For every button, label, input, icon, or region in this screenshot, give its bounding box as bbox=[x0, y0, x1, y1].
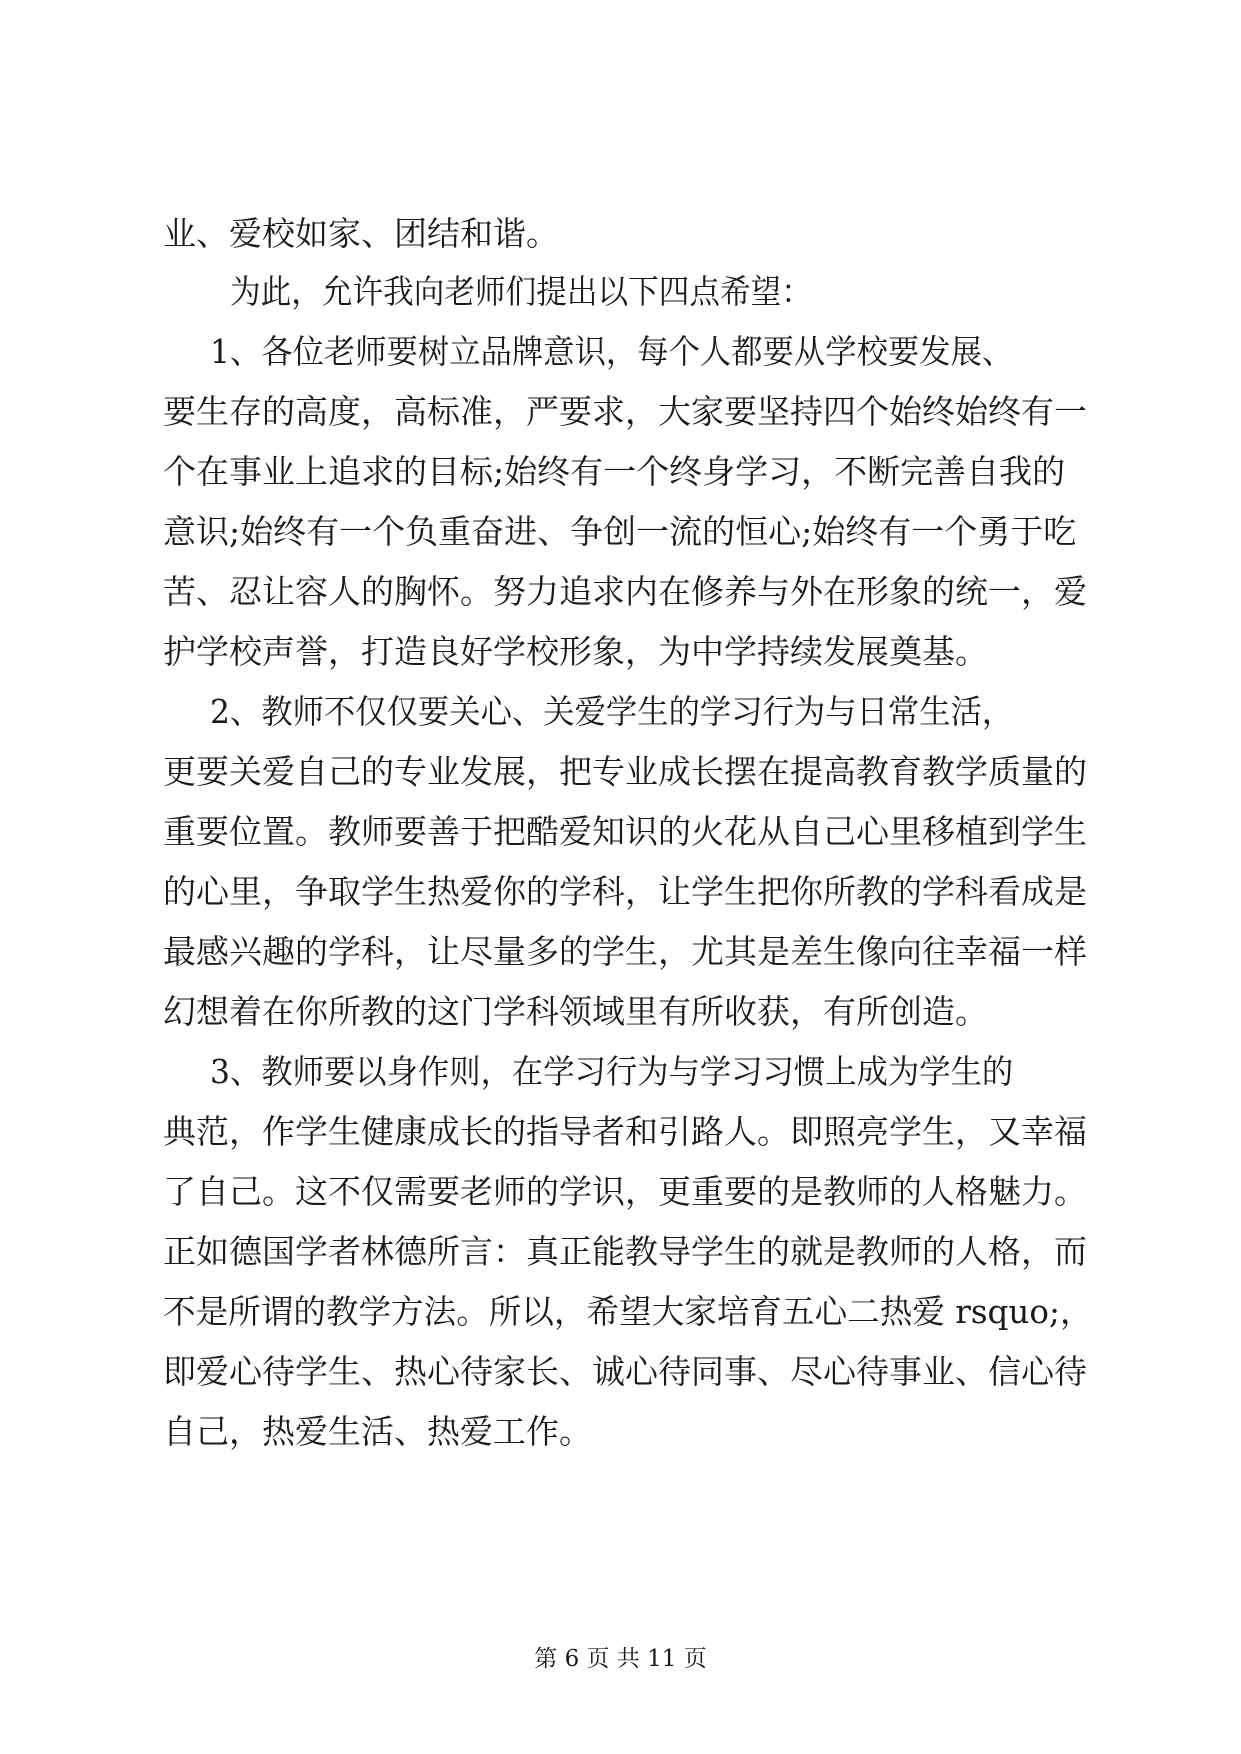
text-line: 自己，热爱生活、热爱工作。 bbox=[163, 1412, 592, 1451]
text-line: 业、爱校如家、团结和谐。 bbox=[163, 214, 559, 253]
text-line: 个在事业上追求的目标;始终有一个终身学习，不断完善自我的 bbox=[163, 452, 1066, 491]
text-line: 典范，作学生健康成长的指导者和引路人。即照亮学生，又幸福 bbox=[163, 1112, 1087, 1151]
text-line: 要生存的高度，高标准，严要求，大家要坚持四个始终始终有一 bbox=[163, 392, 1087, 431]
text-line: 幻想着在你所教的这门学科领域里有所收获，有所创造。 bbox=[163, 992, 988, 1031]
text-line: 了自己。这不仅需要老师的学识，更重要的是教师的人格魅力。 bbox=[163, 1172, 1087, 1211]
text-line: 更要关爱自己的专业发展，把专业成长摆在提高教育教学质量的 bbox=[163, 752, 1087, 791]
text-line: 最感兴趣的学科，让尽量多的学生，尤其是差生像向往幸福一样 bbox=[163, 932, 1087, 971]
text-line: 意识;始终有一个负重奋进、争创一流的恒心;始终有一个勇于吃 bbox=[163, 512, 1077, 551]
text-line: 为此，允许我向老师们提出以下四点希望： bbox=[230, 272, 812, 311]
text-line: 2、教师不仅仅要关心、关爱学生的学习行为与日常生活， bbox=[210, 692, 1014, 731]
text-line: 护学校声誉，打造良好学校形象，为中学持续发展奠基。 bbox=[163, 632, 988, 671]
text-line: 即爱心待学生、热心待家长、诚心待同事、尽心待事业、信心待 bbox=[163, 1352, 1087, 1391]
text-line: 苦、忍让容人的胸怀。努力追求内在修养与外在形象的统一，爱 bbox=[163, 572, 1087, 611]
text-line: 3、教师要以身作则，在学习行为与学习习惯上成为学生的 bbox=[210, 1052, 1014, 1091]
text-line: 重要位置。教师要善于把酷爱知识的火花从自己心里移植到学生 bbox=[163, 812, 1087, 851]
text-line: 不是所谓的教学方法。所以，希望大家培育五心二热爱 rsquo;， bbox=[163, 1292, 1093, 1331]
text-line: 正如德国学者林德所言：真正能教导学生的就是教师的人格，而 bbox=[163, 1232, 1087, 1271]
text-line: 1、各位老师要树立品牌意识，每个人都要从学校要发展、 bbox=[210, 332, 1014, 371]
page-number-footer: 第 6 页 共 11 页 bbox=[534, 1646, 707, 1672]
text-line: 的心里，争取学生热爱你的学科，让学生把你所教的学科看成是 bbox=[163, 872, 1087, 911]
